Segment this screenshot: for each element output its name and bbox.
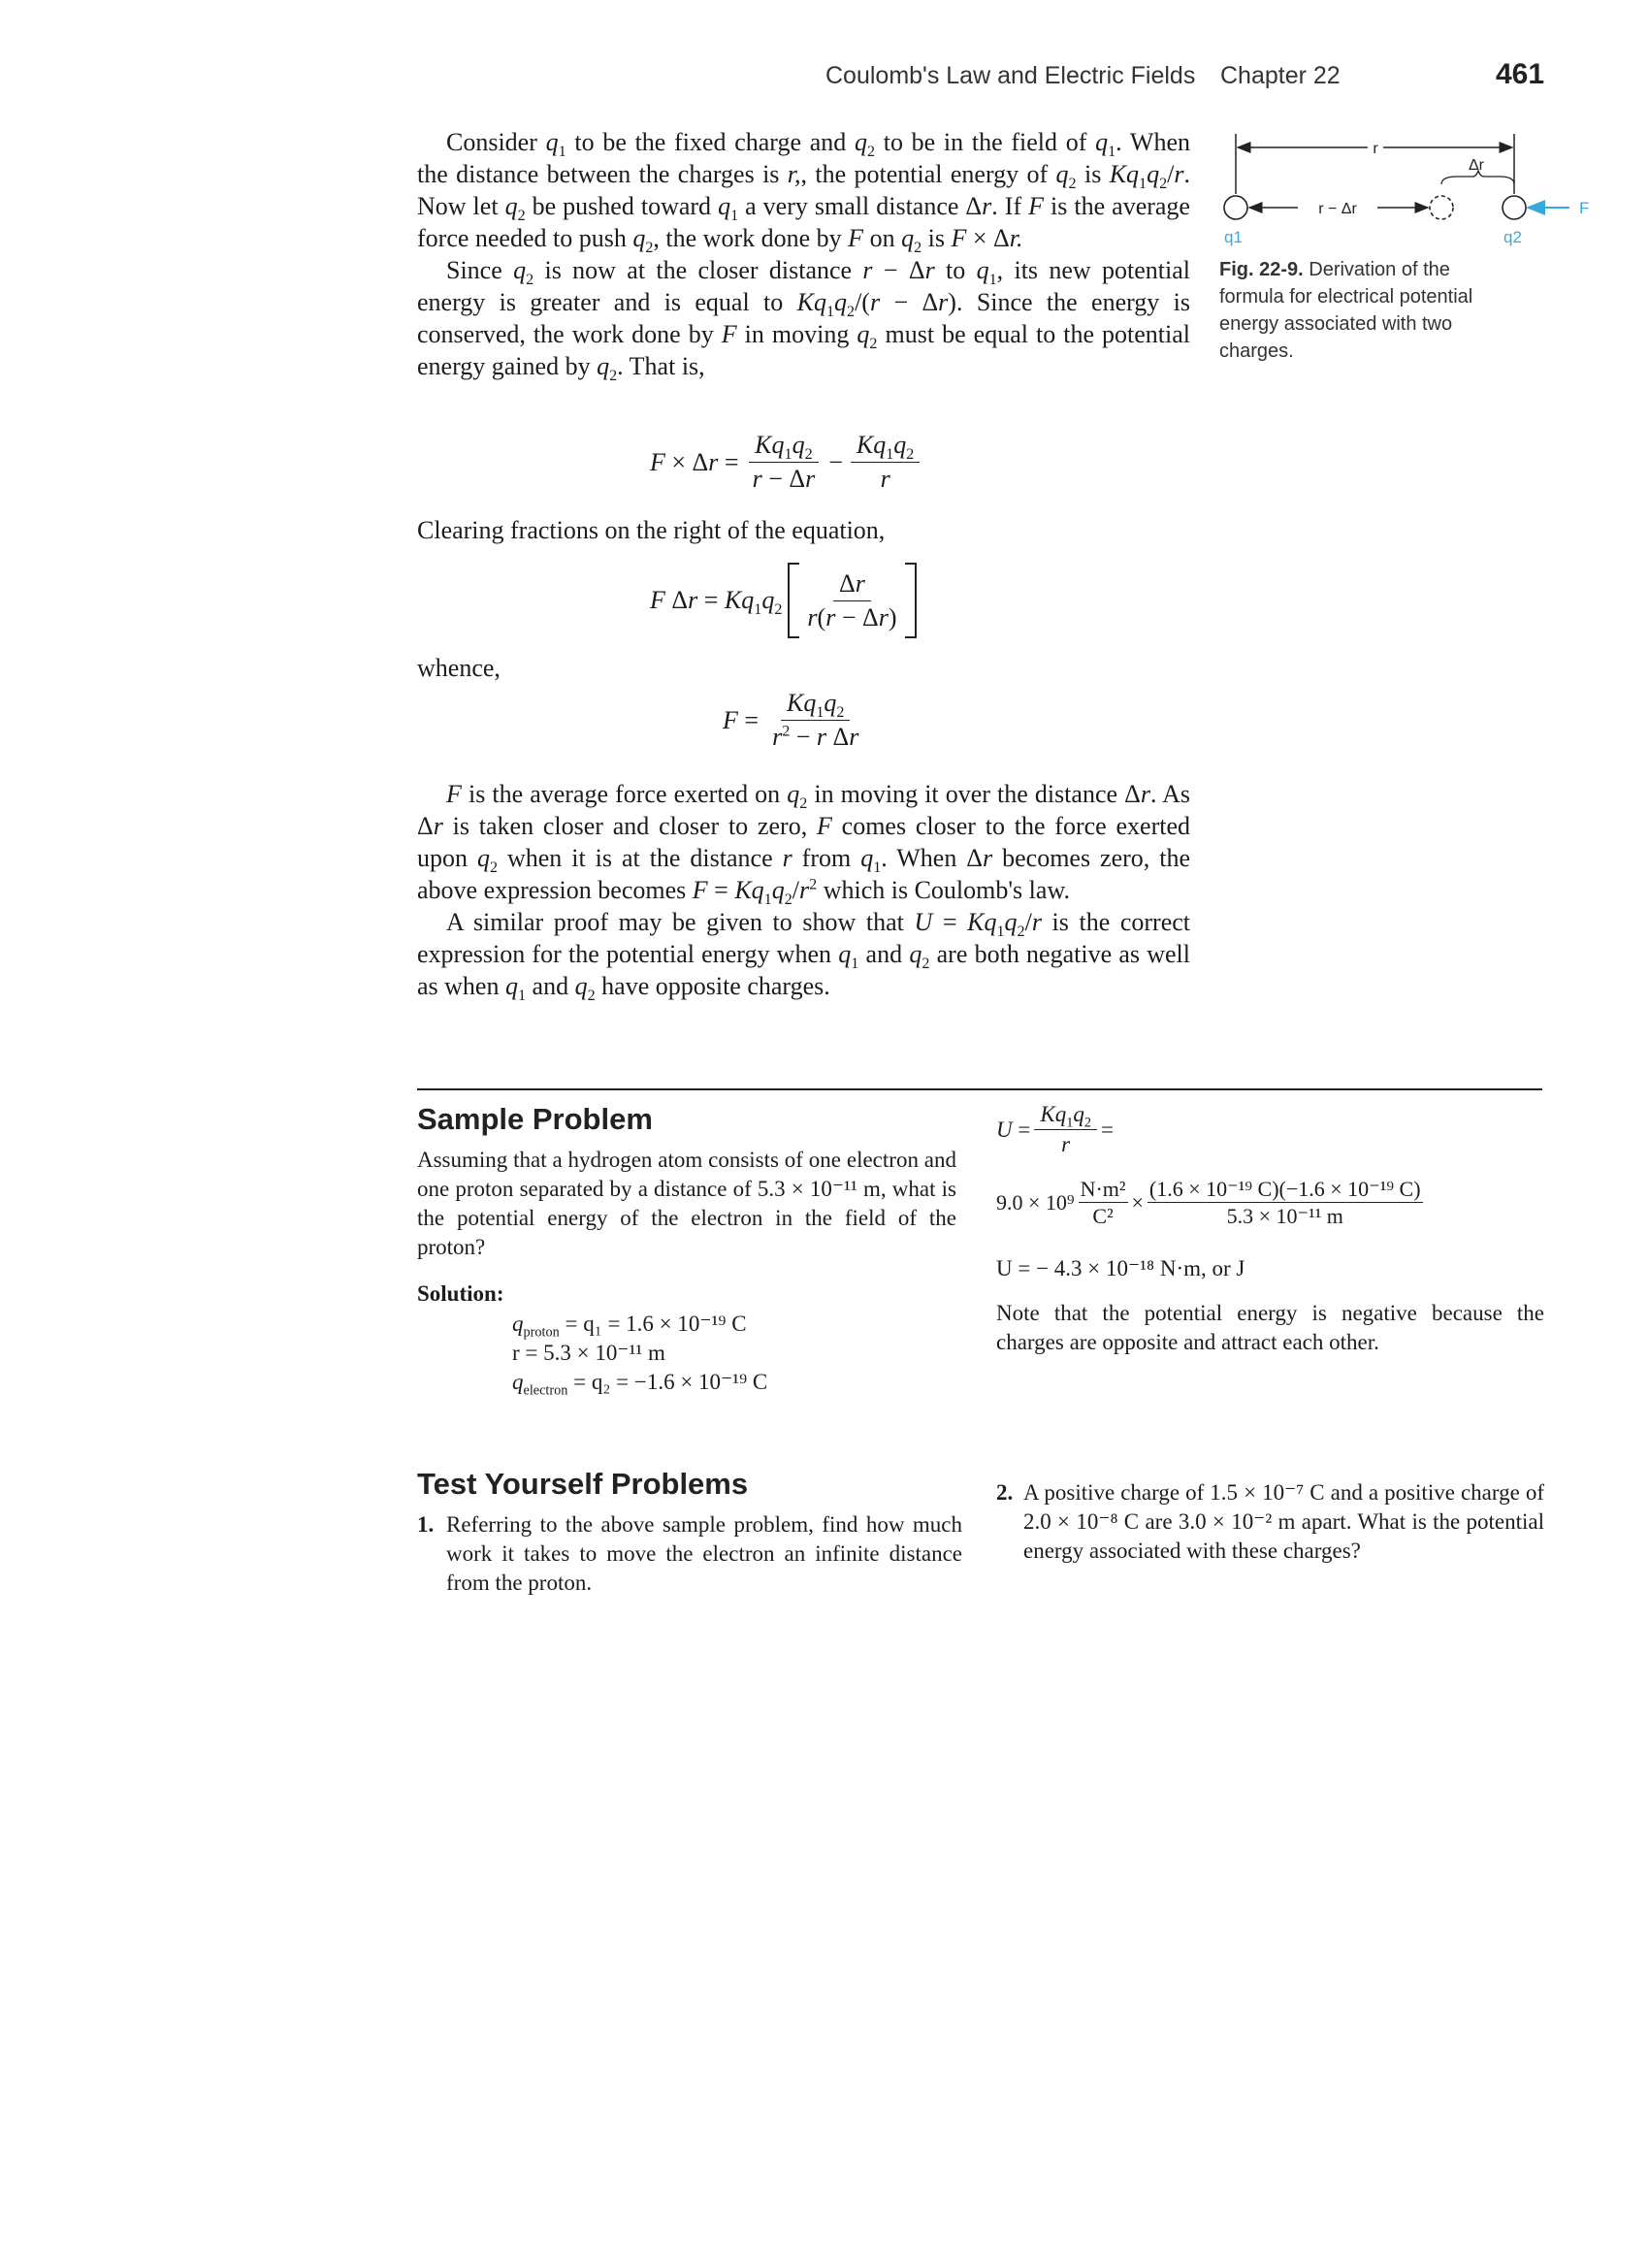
given-r: r = 5.3 × 10⁻¹¹ m — [512, 1341, 665, 1365]
chapter-label: Chapter 22 — [1220, 62, 1341, 89]
figure-caption-label: Fig. 22-9. — [1219, 259, 1304, 280]
whence-text: whence, — [417, 654, 501, 682]
intro-paragraphs — [417, 126, 1191, 385]
paragraph-1: Consider $q_1$ to be the fixed charge and $q_2$ to be in the field of $q_1$. When the distance between the charges is r,, the potential energy of $q_2$ is $Kq_1q_2/r$. Now let $q_2$ be pushed toward $q_1$ a very small distance Δr. If F is the average force needed to push $q_2$, the work done by F on $q_2$ is F × Δr. — [417, 128, 1191, 257]
running-title: Coulomb's Law and Electric Fields — [825, 62, 1196, 89]
calc-result: U = − 4.3 × 10⁻¹⁸ N·m, or J — [996, 1256, 1245, 1280]
charge-moved-circle — [1430, 196, 1453, 219]
potential-energy-formula: U = $\frac{Kq_1q_2}{r}$ = — [996, 1102, 1114, 1156]
calc-numerator: (1.6 × 10⁻¹⁹ C)(−1.6 × 10⁻¹⁹ C) — [1148, 1177, 1421, 1201]
calc-units-den: C² — [1092, 1204, 1114, 1228]
r-label: r — [1373, 141, 1378, 157]
q1-label: q1 — [1224, 228, 1243, 246]
sample-problem-title: Sample Problem — [417, 1102, 653, 1136]
equation-cleared: F $\Delta r = Kq_1q_2$ $\frac{\Delta r}{r(r - \Delta r)}$ — [650, 563, 917, 638]
test-yourself-title: Test Yourself Problems — [417, 1467, 749, 1501]
equation-work-energy: F × Δr = $\frac{Kq_1q_2}{r - \Delta r}$ − $\frac{Kq_1q_2}{r}$ — [650, 431, 927, 494]
figure-caption-text: Derivation of the formula for electrical potential energy associated with two charges. — [1219, 259, 1473, 362]
delta-r-label: Δr — [1468, 157, 1485, 174]
calc-units-num: N·m² — [1080, 1177, 1126, 1201]
charge-q1-circle — [1224, 196, 1247, 219]
sample-problem-question: Assuming that a hydrogen atom consists of one electron and one proton separated by a distance of 5.3 × 10⁻¹¹ m, what is the potential energy of the electron in the field of the proton? — [417, 1148, 956, 1259]
given-q-electron: $q_{electron} = q_2 = -1.6 \times 10^{-19}$ C — [512, 1370, 768, 1399]
calculation-line: 9.0 × 10⁹ $\frac{\text{N·m²}}{\text{C²}}$ × $\frac{\text{(1.6 × 10⁻¹⁹ C)(−1.6 × 10⁻¹⁹ C)}}{\text{5.3 × 10⁻¹¹ m}}$ — [996, 1177, 1421, 1228]
charge-q2-circle — [1503, 196, 1526, 219]
paragraph-3: F is the average force exerted on $q_2$ in moving it over the distance Δr. As Δr is taken closer and closer to zero, F comes closer to the force exerted upon $q_2$ when it is at the distance r from $q_1$. When Δr becomes zero, the above expression becomes $F = Kq_1q_2/r^2$ which is Coulomb's law. — [417, 780, 1191, 909]
paragraph-4: A similar proof may be given to show that $U = Kq_1q_2/r$ is the correct expression for the potential energy when $q_1$ and $q_2$ are both negative as well as when $q_1$ and $q_2$ have opposite charges. — [417, 908, 1191, 1005]
force-label: F — [1579, 199, 1590, 217]
section-divider — [417, 1088, 1542, 1090]
r-minus-dr-label: r − Δr — [1318, 201, 1357, 217]
calc-coefficient: 9.0 × 10⁹ — [996, 1190, 1075, 1215]
delta-r-brace — [1441, 171, 1514, 184]
solution-label: Solution: — [417, 1281, 504, 1306]
charge-diagram — [1212, 126, 1600, 252]
page-number: 461 — [1496, 58, 1545, 90]
closing-paragraphs — [417, 778, 1191, 1005]
test-problem-1: 1. Referring to the above sample problem, find how much work it takes to move the electron an infinite distance from the proton. — [417, 1512, 962, 1595]
given-q-proton: $q_{proton} = q_1 = 1.6 \times 10^{-19}$ C — [512, 1312, 747, 1341]
clearing-text: Clearing fractions on the right of the equation, — [417, 516, 886, 544]
q2-label: q2 — [1504, 228, 1522, 246]
paragraph-2: Since $q_2$ is now at the closer distance r − Δr to $q_1$, its new potential energy is greater and is equal to $Kq_1q_2/(r - \Delta r)$. Since the energy is conserved, the work done by F in moving $q_2$ must be equal to the potential energy gained by $q_2$. That is, — [417, 256, 1191, 385]
equation-force: F = $\frac{Kq_1q_2}{r^2 - r \Delta r}$ — [723, 689, 859, 751]
test-problem-2: 2. A positive charge of 1.5 × 10⁻⁷ C and a positive charge of 2.0 × 10⁻⁸ C are 3.0 × 10⁻² m apart. What is the potential energy associated with these charges? — [996, 1480, 1544, 1563]
figure-caption — [1219, 256, 1510, 365]
sample-problem-note: Note that the potential energy is negative because the charges are opposite and attract each other. — [996, 1301, 1544, 1354]
calc-denominator: 5.3 × 10⁻¹¹ m — [1226, 1204, 1343, 1228]
